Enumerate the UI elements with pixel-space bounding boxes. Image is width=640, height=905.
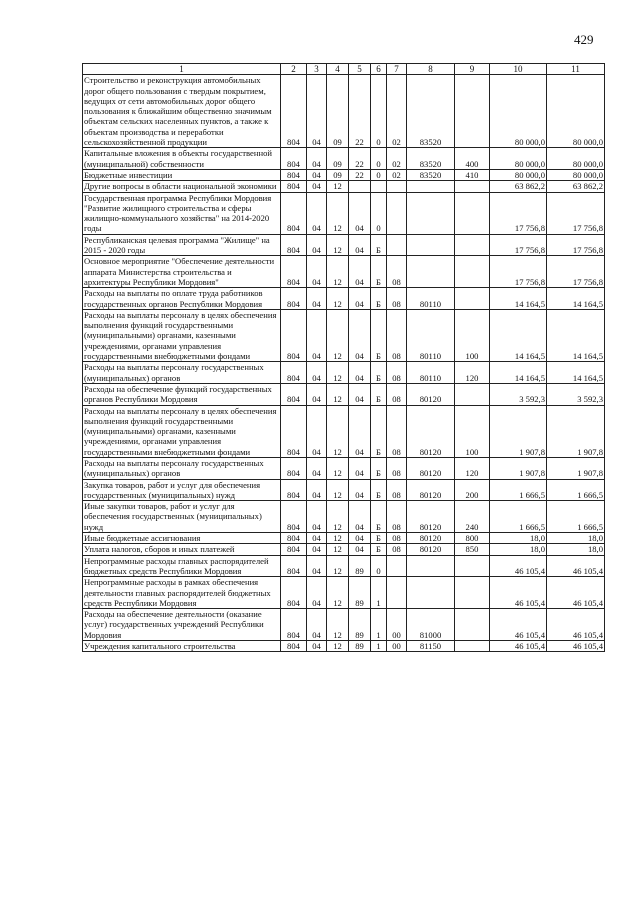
code-cell: Б — [371, 256, 387, 288]
table-row — [83, 234, 605, 256]
code-cell: 04 — [349, 234, 371, 256]
code-cell: 08 — [387, 405, 407, 457]
code-cell: 12 — [327, 362, 349, 384]
code-cell: 12 — [327, 457, 349, 479]
amount-cell: 80 000,0 — [547, 148, 605, 170]
code-cell: 120 — [455, 362, 490, 384]
amount-cell: 46 105,4 — [490, 577, 547, 609]
code-cell: 12 — [327, 577, 349, 609]
code-cell: 04 — [349, 256, 371, 288]
table-row — [83, 641, 605, 652]
code-cell: 12 — [327, 501, 349, 533]
row-name-cell: Расходы на выплаты персоналу государственных (муниципальных) органов — [83, 457, 281, 479]
code-cell: 804 — [281, 533, 307, 544]
code-cell: 04 — [349, 457, 371, 479]
table-row — [83, 192, 605, 234]
code-cell: 83520 — [407, 169, 455, 180]
code-cell: 410 — [455, 169, 490, 180]
code-cell: 80110 — [407, 362, 455, 384]
code-cell: 0 — [371, 148, 387, 170]
column-header: 3 — [307, 64, 327, 75]
code-cell: 89 — [349, 641, 371, 652]
amount-cell: 18,0 — [490, 533, 547, 544]
code-cell: 80120 — [407, 405, 455, 457]
code-cell: 804 — [281, 501, 307, 533]
code-cell: 80110 — [407, 288, 455, 310]
code-cell: 08 — [387, 309, 407, 361]
code-cell: 08 — [387, 479, 407, 501]
code-cell: 04 — [349, 362, 371, 384]
code-cell — [349, 181, 371, 192]
table-row — [83, 288, 605, 310]
code-cell — [455, 75, 490, 148]
column-header: 1 — [83, 64, 281, 75]
code-cell: 0 — [371, 169, 387, 180]
amount-cell: 80 000,0 — [547, 75, 605, 148]
column-header: 10 — [490, 64, 547, 75]
code-cell — [455, 192, 490, 234]
code-cell: 804 — [281, 309, 307, 361]
code-cell — [455, 288, 490, 310]
code-cell: Б — [371, 457, 387, 479]
amount-cell: 63 862,2 — [547, 181, 605, 192]
code-cell: 08 — [387, 457, 407, 479]
code-cell: 04 — [307, 533, 327, 544]
row-name-cell: Уплата налогов, сборов и иных платежей — [83, 544, 281, 555]
code-cell: 12 — [327, 234, 349, 256]
amount-cell: 1 666,5 — [547, 479, 605, 501]
code-cell: 850 — [455, 544, 490, 555]
code-cell: 100 — [455, 405, 490, 457]
code-cell: 83520 — [407, 75, 455, 148]
code-cell: 89 — [349, 555, 371, 577]
table-row — [83, 309, 605, 361]
code-cell — [371, 181, 387, 192]
code-cell: 1 — [371, 609, 387, 641]
code-cell: 02 — [387, 75, 407, 148]
code-cell — [407, 181, 455, 192]
code-cell — [407, 192, 455, 234]
code-cell: 804 — [281, 544, 307, 555]
amount-cell: 80 000,0 — [490, 148, 547, 170]
row-name-cell: Бюджетные инвестиции — [83, 169, 281, 180]
code-cell: 12 — [327, 256, 349, 288]
row-name-cell: Капитальные вложения в объекты государственной (муниципальной) собственности — [83, 148, 281, 170]
code-cell: 04 — [307, 609, 327, 641]
amount-cell: 17 756,8 — [547, 256, 605, 288]
amount-cell: 1 666,5 — [490, 479, 547, 501]
code-cell: 0 — [371, 555, 387, 577]
amount-cell: 18,0 — [547, 533, 605, 544]
row-name-cell: Учреждения капитального строительства — [83, 641, 281, 652]
table-row — [83, 75, 605, 148]
code-cell: 800 — [455, 533, 490, 544]
code-cell: 89 — [349, 609, 371, 641]
amount-cell: 18,0 — [490, 544, 547, 555]
code-cell — [387, 192, 407, 234]
code-cell: 12 — [327, 555, 349, 577]
row-name-cell: Республиканская целевая программа "Жилище" на 2015 - 2020 годы — [83, 234, 281, 256]
column-header: 5 — [349, 64, 371, 75]
code-cell: 04 — [307, 169, 327, 180]
amount-cell: 17 756,8 — [490, 256, 547, 288]
code-cell: 08 — [387, 288, 407, 310]
code-cell: 22 — [349, 75, 371, 148]
code-cell: 80120 — [407, 479, 455, 501]
code-cell: Б — [371, 309, 387, 361]
code-cell: Б — [371, 479, 387, 501]
code-cell — [455, 234, 490, 256]
amount-cell: 1 907,8 — [490, 457, 547, 479]
code-cell: 12 — [327, 405, 349, 457]
code-cell — [455, 577, 490, 609]
code-cell — [455, 256, 490, 288]
code-cell: 04 — [349, 479, 371, 501]
table-row — [83, 577, 605, 609]
code-cell: 08 — [387, 533, 407, 544]
code-cell: 04 — [307, 555, 327, 577]
code-cell: 804 — [281, 479, 307, 501]
table-row — [83, 362, 605, 384]
row-name-cell: Строительство и реконструкция автомобильных дорог общего пользования с твердым покрытием, ведущих от сети автомобильных дорог общего пользования к ближайшим общественно значимым объектам сельских населенных пунктов, а также к объектам производства и переработки сельскохозяйственной продукции — [83, 75, 281, 148]
column-header: 9 — [455, 64, 490, 75]
row-name-cell: Непрограммные расходы в рамках обеспечения деятельности главных распорядителей бюджетных средств Республики Мордовия — [83, 577, 281, 609]
amount-cell: 63 862,2 — [490, 181, 547, 192]
code-cell: 04 — [307, 192, 327, 234]
code-cell: 804 — [281, 148, 307, 170]
code-cell: 804 — [281, 457, 307, 479]
code-cell: 12 — [327, 533, 349, 544]
code-cell: 04 — [307, 234, 327, 256]
code-cell: Б — [371, 544, 387, 555]
amount-cell: 46 105,4 — [490, 555, 547, 577]
amount-cell: 14 164,5 — [490, 362, 547, 384]
column-header: 4 — [327, 64, 349, 75]
code-cell — [387, 181, 407, 192]
table-row — [83, 533, 605, 544]
code-cell: 12 — [327, 383, 349, 405]
amount-cell: 18,0 — [547, 544, 605, 555]
code-cell — [407, 555, 455, 577]
code-cell: 804 — [281, 234, 307, 256]
amount-cell: 3 592,3 — [547, 383, 605, 405]
code-cell: 04 — [307, 362, 327, 384]
column-header: 11 — [547, 64, 605, 75]
code-cell: 04 — [307, 309, 327, 361]
amount-cell: 46 105,4 — [547, 555, 605, 577]
page-number: 429 — [574, 32, 594, 47]
code-cell: 02 — [387, 169, 407, 180]
code-cell: 400 — [455, 148, 490, 170]
code-cell: 804 — [281, 577, 307, 609]
code-cell: 04 — [349, 544, 371, 555]
code-cell: 80120 — [407, 383, 455, 405]
code-cell: 804 — [281, 256, 307, 288]
amount-cell: 17 756,8 — [490, 192, 547, 234]
table-row — [83, 169, 605, 180]
code-cell: 04 — [349, 288, 371, 310]
row-name-cell: Расходы на обеспечение деятельности (оказание услуг) государственных учреждений Республики Мордовия — [83, 609, 281, 641]
table-row — [83, 181, 605, 192]
code-cell: Б — [371, 501, 387, 533]
amount-cell: 46 105,4 — [547, 577, 605, 609]
amount-cell: 46 105,4 — [547, 641, 605, 652]
code-cell: 04 — [349, 533, 371, 544]
table-row — [83, 544, 605, 555]
code-cell: 12 — [327, 641, 349, 652]
code-cell: 04 — [307, 383, 327, 405]
table-row — [83, 405, 605, 457]
code-cell: Б — [371, 533, 387, 544]
code-cell: 12 — [327, 181, 349, 192]
code-cell: 804 — [281, 181, 307, 192]
amount-cell: 14 164,5 — [490, 288, 547, 310]
amount-cell: 14 164,5 — [547, 362, 605, 384]
code-cell: Б — [371, 405, 387, 457]
code-cell: 04 — [349, 501, 371, 533]
code-cell: Б — [371, 383, 387, 405]
code-cell: 04 — [307, 479, 327, 501]
code-cell: 80120 — [407, 544, 455, 555]
amount-cell: 80 000,0 — [547, 169, 605, 180]
code-cell: 08 — [387, 544, 407, 555]
code-cell: 80120 — [407, 501, 455, 533]
row-name-cell: Расходы на выплаты по оплате труда работников государственных органов Республики Мордовия — [83, 288, 281, 310]
amount-cell: 14 164,5 — [547, 309, 605, 361]
table-row — [83, 256, 605, 288]
code-cell — [387, 577, 407, 609]
code-cell: 200 — [455, 479, 490, 501]
code-cell: 0 — [371, 75, 387, 148]
code-cell: Б — [371, 234, 387, 256]
code-cell: 100 — [455, 309, 490, 361]
code-cell: 02 — [387, 148, 407, 170]
amount-cell: 17 756,8 — [547, 234, 605, 256]
code-cell: 04 — [349, 383, 371, 405]
row-name-cell: Расходы на выплаты персоналу в целях обеспечения выполнения функций государственными (муниципальными) органами, казенными учреждениями, органами управления государственными внебюджетными фондами — [83, 405, 281, 457]
amount-cell: 1 666,5 — [547, 501, 605, 533]
code-cell: 80120 — [407, 533, 455, 544]
code-cell: 04 — [307, 148, 327, 170]
code-cell: 12 — [327, 288, 349, 310]
amount-cell: 1 907,8 — [547, 457, 605, 479]
code-cell — [455, 641, 490, 652]
code-cell: 04 — [307, 641, 327, 652]
code-cell: 04 — [307, 544, 327, 555]
code-cell: 804 — [281, 169, 307, 180]
code-cell: 04 — [307, 288, 327, 310]
row-name-cell: Иные бюджетные ассигнования — [83, 533, 281, 544]
amount-cell: 46 105,4 — [490, 641, 547, 652]
column-header: 6 — [371, 64, 387, 75]
code-cell: 09 — [327, 75, 349, 148]
code-cell: 08 — [387, 383, 407, 405]
code-cell: 83520 — [407, 148, 455, 170]
table-row — [83, 609, 605, 641]
code-cell: 04 — [307, 577, 327, 609]
table-row — [83, 383, 605, 405]
code-cell: 1 — [371, 577, 387, 609]
code-cell: 09 — [327, 169, 349, 180]
code-cell: 12 — [327, 192, 349, 234]
code-cell: 804 — [281, 641, 307, 652]
amount-cell: 1 666,5 — [490, 501, 547, 533]
amount-cell: 80 000,0 — [490, 169, 547, 180]
amount-cell: 14 164,5 — [490, 309, 547, 361]
code-cell — [455, 181, 490, 192]
code-cell — [387, 234, 407, 256]
budget-table — [82, 63, 605, 652]
code-cell: 81000 — [407, 609, 455, 641]
code-cell: 04 — [307, 256, 327, 288]
code-cell — [387, 555, 407, 577]
code-cell: 12 — [327, 544, 349, 555]
column-header: 2 — [281, 64, 307, 75]
code-cell: 80120 — [407, 457, 455, 479]
code-cell: 08 — [387, 362, 407, 384]
code-cell: 804 — [281, 192, 307, 234]
code-cell — [455, 609, 490, 641]
code-cell: 804 — [281, 75, 307, 148]
code-cell: 804 — [281, 362, 307, 384]
code-cell — [407, 577, 455, 609]
code-cell: 804 — [281, 288, 307, 310]
code-cell: 89 — [349, 577, 371, 609]
code-cell: 12 — [327, 309, 349, 361]
amount-cell: 17 756,8 — [490, 234, 547, 256]
code-cell: 00 — [387, 641, 407, 652]
row-name-cell: Расходы на выплаты персоналу в целях обеспечения выполнения функций государственными (муниципальными) органами, казенными учреждениями, органами управления государственными внебюджетными фондами — [83, 309, 281, 361]
code-cell: 22 — [349, 169, 371, 180]
code-cell: 240 — [455, 501, 490, 533]
table-row — [83, 148, 605, 170]
row-name-cell: Иные закупки товаров, работ и услуг для обеспечения государственных (муниципальных) нужд — [83, 501, 281, 533]
code-cell: 12 — [327, 479, 349, 501]
code-cell: 12 — [327, 609, 349, 641]
code-cell: 1 — [371, 641, 387, 652]
code-cell: 120 — [455, 457, 490, 479]
code-cell: 80110 — [407, 309, 455, 361]
amount-cell: 46 105,4 — [490, 609, 547, 641]
row-name-cell: Другие вопросы в области национальной экономики — [83, 181, 281, 192]
row-name-cell: Расходы на обеспечение функций государственных органов Республики Мордовия — [83, 383, 281, 405]
table-row — [83, 457, 605, 479]
code-cell: 04 — [307, 457, 327, 479]
code-cell — [407, 234, 455, 256]
table-row — [83, 479, 605, 501]
code-cell: 08 — [387, 501, 407, 533]
column-header: 7 — [387, 64, 407, 75]
code-cell: 0 — [371, 192, 387, 234]
code-cell: 804 — [281, 609, 307, 641]
row-name-cell: Закупка товаров, работ и услуг для обеспечения государственных (муниципальных) нужд — [83, 479, 281, 501]
table-row — [83, 555, 605, 577]
row-name-cell: Государственная программа Республики Мордовия "Развитие жилищного строительства и сферы жилищно-коммунального хозяйства" на 2014-2020 годы — [83, 192, 281, 234]
column-header: 8 — [407, 64, 455, 75]
code-cell: 09 — [327, 148, 349, 170]
code-cell: 804 — [281, 405, 307, 457]
amount-cell: 17 756,8 — [547, 192, 605, 234]
code-cell: 804 — [281, 555, 307, 577]
amount-cell: 1 907,8 — [490, 405, 547, 457]
amount-cell: 1 907,8 — [547, 405, 605, 457]
code-cell: 08 — [387, 256, 407, 288]
code-cell: Б — [371, 362, 387, 384]
code-cell: 04 — [307, 75, 327, 148]
table-row — [83, 501, 605, 533]
row-name-cell: Непрограммные расходы главных распорядителей бюджетных средств Республики Мордовия — [83, 555, 281, 577]
code-cell: 04 — [307, 181, 327, 192]
amount-cell: 80 000,0 — [490, 75, 547, 148]
row-name-cell: Основное мероприятие "Обеспечение деятельности аппарата Министерства строительства и архитектуры Республики Мордовия" — [83, 256, 281, 288]
code-cell — [455, 383, 490, 405]
code-cell: Б — [371, 288, 387, 310]
code-cell: 04 — [349, 192, 371, 234]
amount-cell: 3 592,3 — [490, 383, 547, 405]
code-cell: 22 — [349, 148, 371, 170]
amount-cell: 46 105,4 — [547, 609, 605, 641]
amount-cell: 14 164,5 — [547, 288, 605, 310]
code-cell: 04 — [307, 501, 327, 533]
code-cell: 804 — [281, 383, 307, 405]
code-cell — [455, 555, 490, 577]
code-cell — [407, 256, 455, 288]
row-name-cell: Расходы на выплаты персоналу государственных (муниципальных) органов — [83, 362, 281, 384]
code-cell: 81150 — [407, 641, 455, 652]
code-cell: 04 — [307, 405, 327, 457]
code-cell: 04 — [349, 309, 371, 361]
table-header-row — [83, 64, 605, 75]
code-cell: 04 — [349, 405, 371, 457]
code-cell: 00 — [387, 609, 407, 641]
